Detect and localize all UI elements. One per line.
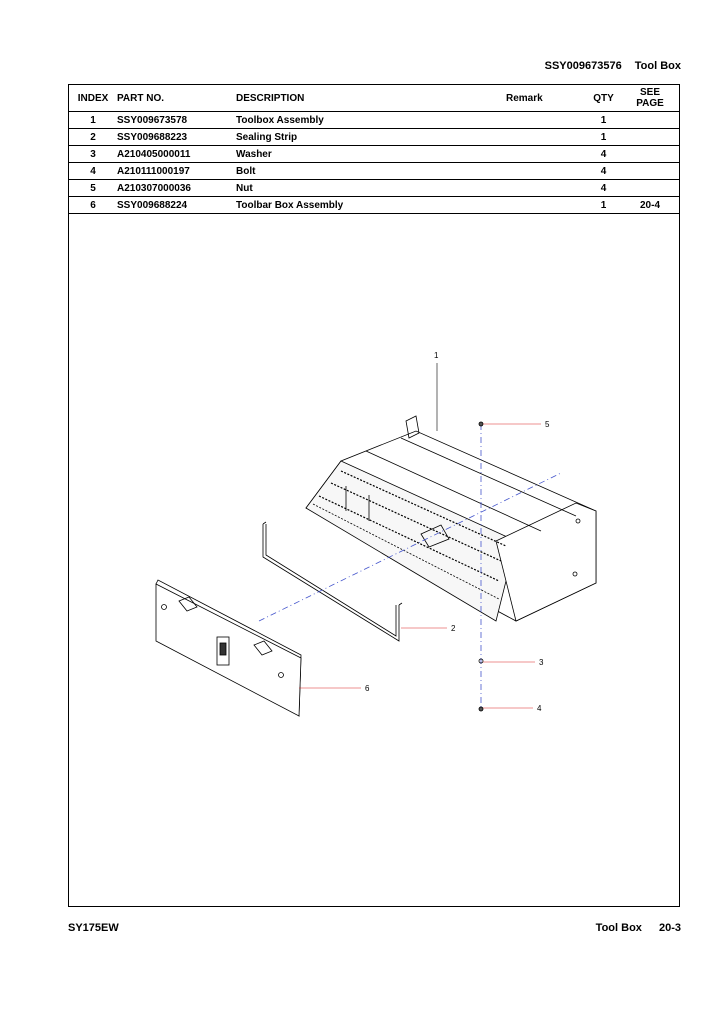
col-qty: QTY <box>586 85 621 112</box>
col-see-label: SEE <box>639 87 660 98</box>
toolbar-box-assembly <box>156 580 301 716</box>
cell-part-no: SSY009673578 <box>117 112 236 129</box>
footer-model: SY175EW <box>68 922 119 934</box>
cell-index: 1 <box>69 112 117 129</box>
cell-part-no: A210111000197 <box>117 163 236 180</box>
callout-3: 3 <box>539 658 544 667</box>
cell-description: Toolbar Box Assembly <box>236 197 506 214</box>
cell-qty: 1 <box>586 129 621 146</box>
cell-description: Nut <box>236 180 506 197</box>
cell-part-no: A210405000011 <box>117 146 236 163</box>
cell-part-no: SSY009688224 <box>117 197 236 214</box>
cell-see-page: 20-4 <box>621 197 679 214</box>
cell-description: Washer <box>236 146 506 163</box>
col-remark: Remark <box>506 85 586 112</box>
cell-qty: 4 <box>586 163 621 180</box>
cell-index: 4 <box>69 163 117 180</box>
parts-frame <box>68 84 680 907</box>
cell-index: 2 <box>69 129 117 146</box>
page-header <box>535 60 681 72</box>
cell-description: Toolbox Assembly <box>236 112 506 129</box>
col-part-no: PART NO. <box>117 85 236 112</box>
callout-4: 4 <box>537 704 542 713</box>
footer-section: Tool Box <box>595 922 642 934</box>
callout-2: 2 <box>451 624 456 633</box>
cell-description: Bolt <box>236 163 506 180</box>
cell-part-no: SSY009688223 <box>117 129 236 146</box>
exploded-diagram <box>69 85 681 908</box>
col-description: DESCRIPTION <box>236 85 506 112</box>
callout-6: 6 <box>365 684 370 693</box>
col-index: INDEX <box>69 85 117 112</box>
cell-part-no: A210307000036 <box>117 180 236 197</box>
callout-5: 5 <box>545 420 550 429</box>
header-title: Tool Box <box>634 60 681 72</box>
col-page-label: PAGE <box>636 98 664 109</box>
cell-qty: 1 <box>586 112 621 129</box>
cell-index: 5 <box>69 180 117 197</box>
callout-1: 1 <box>434 351 439 360</box>
cell-qty: 1 <box>586 197 621 214</box>
cell-description: Sealing Strip <box>236 129 506 146</box>
footer-page: 20-3 <box>658 922 681 934</box>
header-code: SSY009673576 <box>544 60 622 72</box>
cell-qty: 4 <box>586 180 621 197</box>
page-footer <box>582 922 681 934</box>
cell-index: 6 <box>69 197 117 214</box>
toolbox-assembly <box>306 416 596 621</box>
cell-index: 3 <box>69 146 117 163</box>
cell-qty: 4 <box>586 146 621 163</box>
